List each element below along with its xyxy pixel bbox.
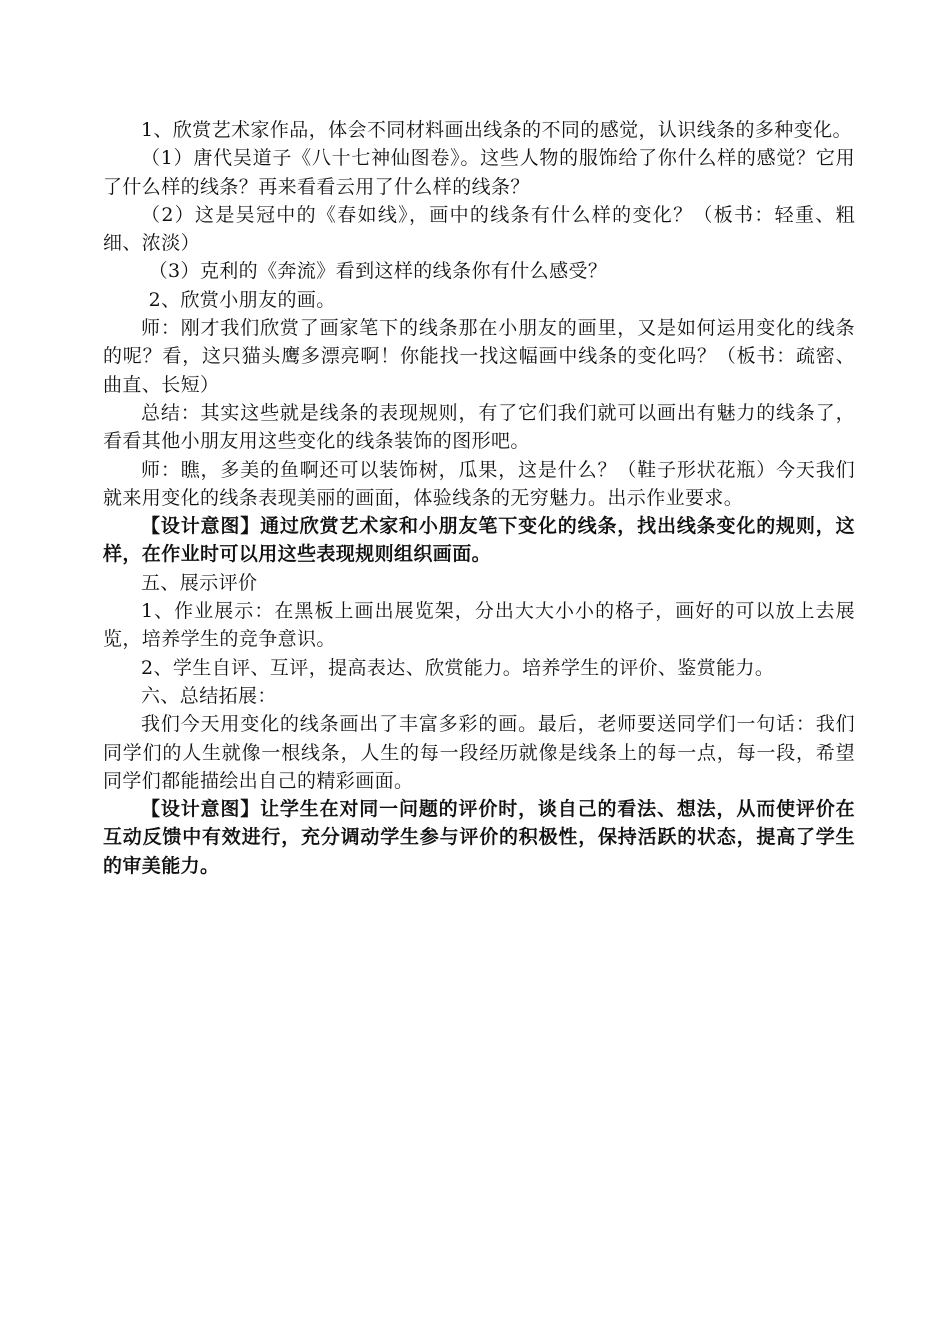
document-body bbox=[103, 116, 855, 880]
paragraph-design-intent-2: 【设计意图】让学生在对同一问题的评价时，谈自己的看法、想法，从而使评价在互动反馈中有效进行，充分调动学生参与评价的积极性，保持活跃的状态，提高了学生的审美能力。 bbox=[103, 798, 855, 877]
paragraph-appreciate-artists: 1、欣赏艺术家作品，体会不同材料画出线条的不同的感觉，认识线条的多种变化。 bbox=[141, 119, 852, 141]
paragraph-children-paintings: 2、欣赏小朋友的画。 bbox=[148, 288, 336, 311]
paragraph-wu-guanzhong: （2）这是吴冠中的《春如线》，画中的线条有什么样的变化？（板书：轻重、粗细、浓淡） bbox=[103, 203, 855, 255]
paragraph-conclusion: 我们今天用变化的线条画出了丰富多彩的画。最后，老师要送同学们一句话：我们同学们的人生就像一根线条，人生的每一段经历就像是线条上的每一点，每一段，希望同学们都能描绘出自己的精彩画面。 bbox=[103, 713, 855, 792]
heading-section-six: 六、总结拓展： bbox=[141, 684, 277, 707]
paragraph-self-evaluation: 2、学生自评、互评，提高表达、欣赏能力。培养学生的评价、鉴赏能力。 bbox=[141, 656, 775, 679]
paragraph-teacher-fish: 师：瞧，多美的鱼啊还可以装饰树，瓜果，这是什么？（鞋子形状花瓶）今天我们就来用变化的线条表现美丽的画面，体验线条的无穷魅力。出示作业要求。 bbox=[103, 458, 855, 509]
paragraph-work-display: 1、作业展示：在黑板上画出展览架，分出大大小小的格子，画好的可以放上去展览，培养学生的竞争意识。 bbox=[103, 600, 855, 651]
paragraph-klee: （3）克利的《奔流》看到这样的线条你有什么感受？ bbox=[148, 260, 608, 283]
paragraph-design-intent-1: 【设计意图】通过欣赏艺术家和小朋友笔下变化的线条，找出线条变化的规则，这样，在作业时可以用这些表现规则组织画面。 bbox=[103, 515, 855, 566]
paragraph-summary: 总结：其实这些就是线条的表现规则，有了它们我们就可以画出有魅力的线条了，看看其他小朋友用这些变化的线条装饰的图形吧。 bbox=[103, 401, 855, 453]
heading-section-five: 五、展示评价 bbox=[141, 571, 258, 594]
paragraph-wu-daozi: （1）唐代吴道子《八十七神仙图卷》。这些人物的服饰给了你什么样的感觉？它用了什么样的线条？再来看看云用了什么样的线条？ bbox=[103, 147, 855, 198]
paragraph-teacher-owl: 师：刚才我们欣赏了画家笔下的线条那在小朋友的画里，又是如何运用变化的线条的呢？看，这只猫头鹰多漂亮啊！你能找一找这幅画中线条的变化吗？（板书：疏密、曲直、长短） bbox=[103, 317, 855, 396]
